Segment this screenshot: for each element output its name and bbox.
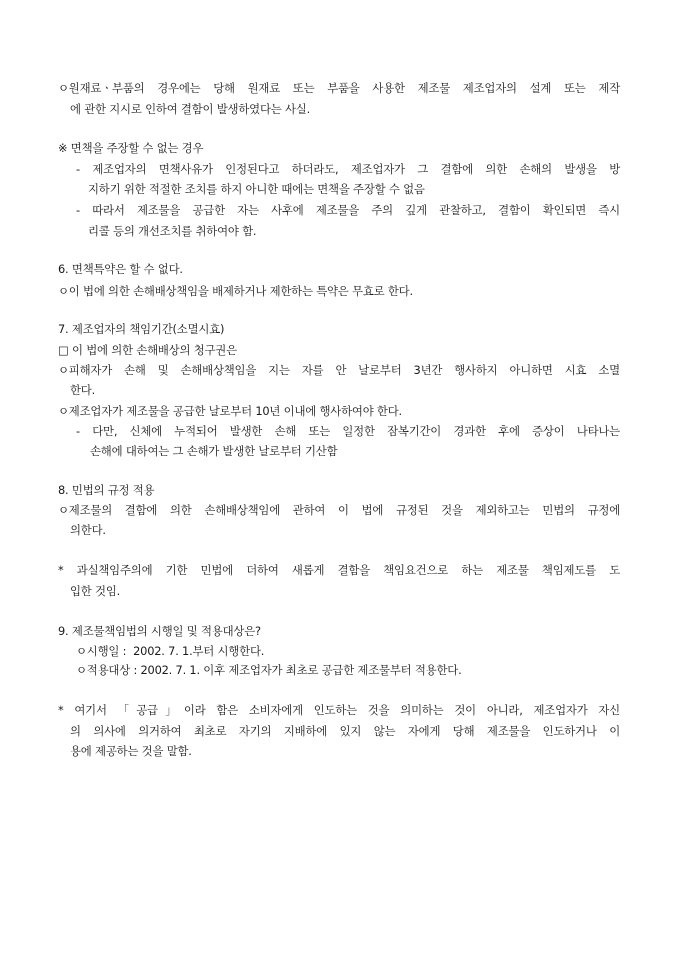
text-line: * 과실책임주의에 기한 민법에 더하여 새롭게 결함을 책임요건으로 하는 제조물 책임제도를 도 [58, 563, 620, 577]
text-line: □ 이 법에 의한 손해배상의 청구권은 [58, 343, 237, 357]
text-line: 입한 것임. [70, 584, 121, 598]
text-line: ㅇ적용대상 : 2002. 7. 1. 이후 제조업자가 최초로 공급한 제조물부터 적용한다. [76, 663, 462, 677]
text-line: * 여기서 「공급」이라 함은 소비자에게 인도하는 것을 의미하는 것이 아니라, 제조업자가 자신 [58, 703, 620, 717]
text-line: ㅇ제조물의 결함에 의한 손해배상책임에 관하여 이 법에 규정된 것을 제외하고는 민법의 규정에 [58, 503, 620, 517]
text-line: - 다만, 신체에 누적되어 발생한 손해 또는 일정한 잠복기간이 경과한 후에 증상이 나타나는 [76, 424, 620, 438]
text-line: 한다. [70, 383, 96, 397]
text-line: ㅇ피해자가 손해 및 손해배상책임을 지는 자를 안 날로부터 3년간 행사하지 아니하면 시효 소멸 [58, 363, 620, 377]
text-line: - 따라서 제조물을 공급한 자는 사후에 제조물을 주의 깊게 관찰하고, 결함이 확인되면 즉시 [76, 203, 620, 217]
text-line: 용에 제공하는 것을 말함. [70, 744, 192, 758]
section-heading: 6. 면책특약은 할 수 없다. [58, 262, 183, 276]
text-line: ㅇ이 법에 의한 손해배상책임을 배제하거나 제한하는 특약은 무효로 한다. [58, 284, 413, 298]
text-line: - 제조업자의 면책사유가 인정된다고 하더라도, 제조업자가 그 결함에 의한 손해의 발생을 방 [76, 162, 620, 176]
text-line: 리콜 등의 개선조치를 취하여야 함. [88, 224, 257, 238]
text-line: 의한다. [70, 523, 106, 537]
section-heading: 9. 제조물책임법의 시행일 및 적용대상은? [58, 624, 261, 638]
text-line: 의 의사에 의거하여 최초로 자기의 지배하에 있지 않는 자에게 당해 제조물을 인도하거나 이 [70, 724, 620, 738]
section-heading: 8. 민법의 규정 적용 [58, 483, 155, 497]
section-heading: 7. 제조업자의 책임기간(소멸시효) [58, 322, 225, 336]
note-heading: ※ 면책을 주장할 수 없는 경우 [58, 141, 204, 155]
text-line: ㅇ시행일 : 2002. 7. 1.부터 시행한다. [76, 644, 265, 658]
text-line: ㅇ제조업자가 제조물을 공급한 날로부터 10년 이내에 행사하여야 한다. [58, 404, 402, 418]
text-line: 지하기 위한 적절한 조치를 하지 아니한 때에는 면책을 주장할 수 없음 [88, 182, 425, 196]
text-line: 에 관한 지시로 인하여 결함이 발생하였다는 사실. [70, 102, 311, 116]
text-line: 손해에 대하여는 그 손해가 발생한 날로부터 기산함 [90, 444, 338, 458]
text-line: ㅇ원재료ㆍ부품의 경우에는 당해 원재료 또는 부품을 사용한 제조물 제조업자의 설계 또는 제작 [58, 81, 620, 95]
